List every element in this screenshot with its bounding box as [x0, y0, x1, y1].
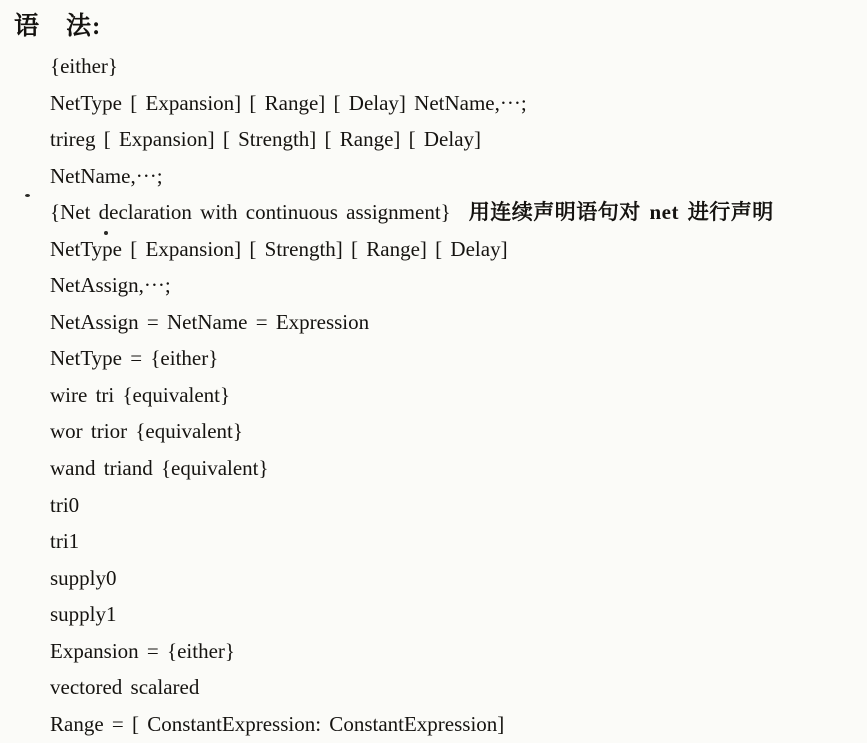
inline-annotation-zh: 用连续声明语句对 net 进行声明 — [468, 200, 774, 225]
syntax-line-text: wire tri {equivalent} — [50, 382, 231, 407]
syntax-line — [50, 669, 867, 706]
syntax-line-text: supply1 — [50, 602, 117, 627]
syntax-block — [50, 48, 867, 742]
syntax-line — [50, 340, 867, 377]
syntax-line — [50, 596, 867, 633]
syntax-line — [50, 413, 867, 450]
syntax-line — [50, 304, 867, 341]
syntax-line-text: Range = [ ConstantExpression: ConstantExpression] — [50, 711, 505, 736]
syntax-line — [50, 633, 867, 670]
syntax-line-text: trireg [ Expansion] [ Strength] [ Range] [ Delay] — [50, 127, 482, 152]
syntax-line — [50, 487, 867, 524]
syntax-line-text: NetType = {either} — [50, 346, 219, 371]
scan-artifact-dot — [104, 231, 108, 235]
syntax-line — [50, 450, 867, 487]
syntax-line-with-annotation — [50, 194, 867, 231]
syntax-line — [50, 158, 867, 195]
scan-artifact-dot — [25, 194, 30, 197]
syntax-line — [50, 85, 867, 122]
syntax-line-text: {Net declaration with continuous assignment} — [50, 200, 451, 225]
syntax-line — [50, 48, 867, 85]
syntax-line-text: tri1 — [50, 529, 80, 554]
syntax-line-text: wor trior {equivalent} — [50, 419, 243, 444]
syntax-line — [50, 706, 867, 743]
syntax-line-text: vectored scalared — [50, 675, 200, 700]
syntax-line — [50, 523, 867, 560]
syntax-line-text: NetAssign = NetName = Expression — [50, 309, 370, 334]
syntax-line — [50, 560, 867, 597]
syntax-line-text: NetType [ Expansion] [ Strength] [ Range] [ Delay] — [50, 236, 508, 261]
syntax-line-text: NetName,···; — [50, 163, 163, 188]
syntax-line — [50, 121, 867, 158]
syntax-line-text: NetType [ Expansion] [ Range] [ Delay] NetName,···; — [50, 90, 527, 115]
syntax-line-text: Expansion = {either} — [50, 638, 235, 663]
syntax-line-text: wand triand {equivalent} — [50, 456, 269, 481]
syntax-line-text: tri0 — [50, 492, 80, 517]
syntax-line-text: {either} — [50, 54, 118, 78]
syntax-line-text: NetAssign,···; — [50, 273, 171, 298]
syntax-line — [50, 267, 867, 304]
syntax-line — [50, 231, 867, 268]
syntax-line — [50, 377, 867, 414]
syntax-line-text: supply0 — [50, 565, 117, 590]
section-heading: 语 法: — [14, 13, 102, 40]
